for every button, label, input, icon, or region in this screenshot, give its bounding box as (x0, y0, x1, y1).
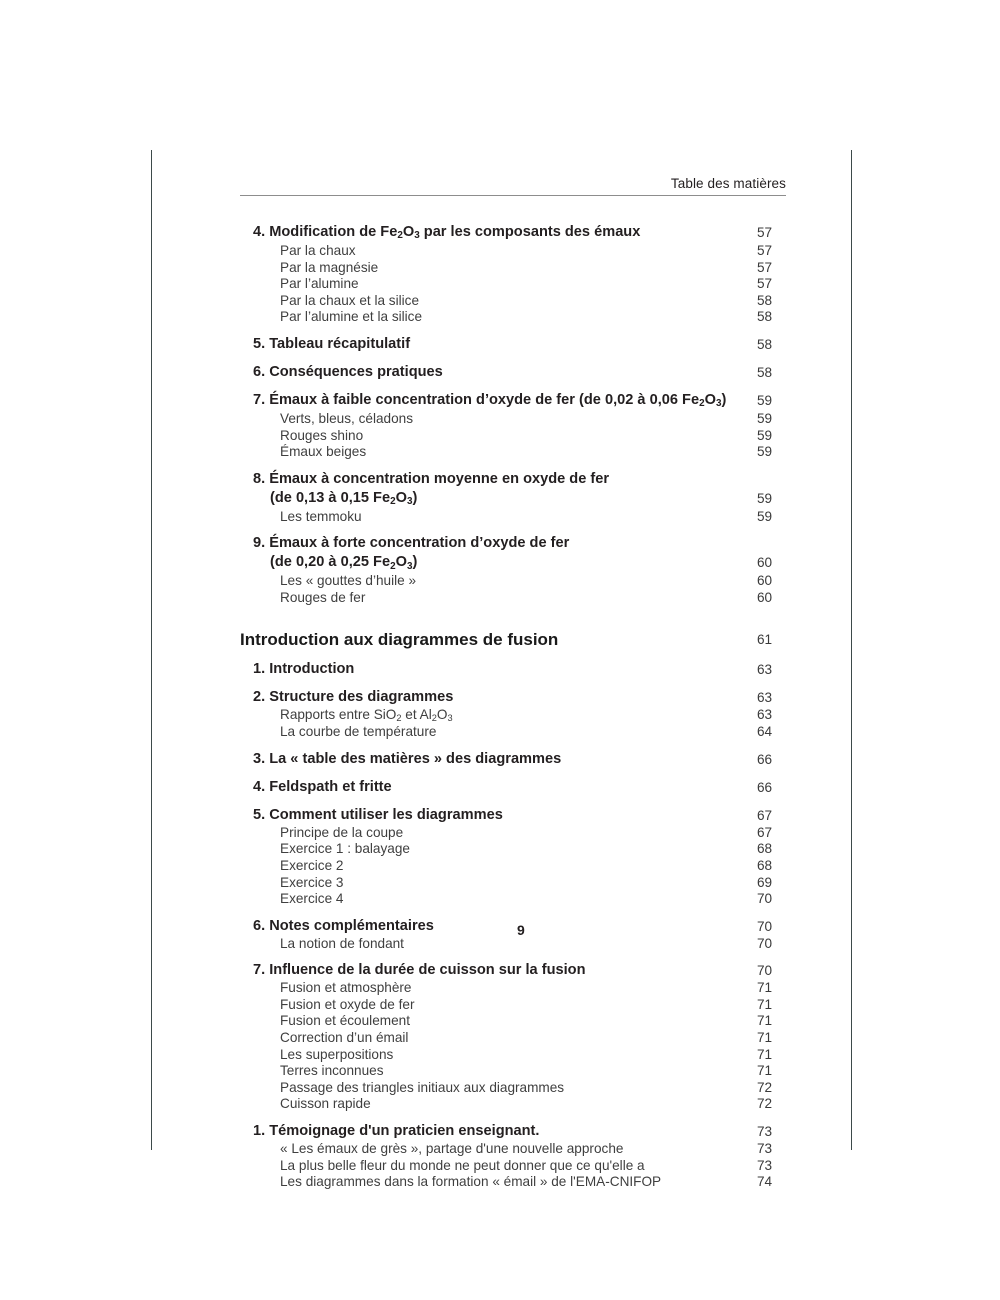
toc-entry-label: Émaux beiges (280, 444, 367, 460)
toc-entry-page-number: 70 (757, 935, 773, 951)
toc-entry-page-number: 70 (757, 891, 773, 907)
toc-entry-label: 4. Modification de $Fe_2O_3$ par les composants des émaux (253, 224, 641, 242)
toc-entry[interactable] (240, 363, 786, 382)
toc-entry[interactable] (240, 309, 786, 326)
toc-entry-label: 7. Influence de la durée de cuisson sur la fusion (253, 962, 586, 979)
toc-entry[interactable] (240, 1063, 786, 1080)
toc-entry-label: Exercice 2 (280, 857, 344, 873)
toc-entry-page-number: 59 (757, 508, 773, 524)
toc-entry[interactable] (240, 260, 786, 277)
toc-entry[interactable] (240, 806, 786, 825)
toc-entry[interactable] (240, 590, 786, 607)
toc-entry-label: Cuisson rapide (280, 1096, 371, 1112)
toc-entry-page-number: 71 (757, 996, 773, 1012)
toc-entry[interactable] (240, 688, 786, 707)
toc-entry-page-number: 58 (757, 336, 773, 352)
toc-entry[interactable] (240, 1080, 786, 1097)
toc-entry-page-number: 70 (757, 918, 773, 934)
toc-entry-page-number: 66 (757, 751, 773, 767)
table-of-contents-page (240, 176, 786, 1191)
toc-entry-label: Les « gouttes d’huile » (280, 573, 417, 589)
toc-entry[interactable] (240, 660, 786, 679)
toc-entry[interactable] (240, 573, 786, 590)
toc-entry[interactable] (240, 1047, 786, 1064)
toc-entry-page-number: 58 (757, 292, 773, 308)
toc-entry[interactable] (240, 553, 786, 573)
toc-entry-label: La notion de fondant (280, 935, 404, 951)
toc-entry-page-number: 68 (757, 857, 773, 873)
toc-entry-label: Exercice 3 (280, 874, 344, 890)
toc-entry-label: 1. Introduction (253, 660, 355, 677)
toc-list (240, 223, 786, 1191)
toc-entry-page-number: 58 (757, 309, 773, 325)
toc-entry[interactable] (240, 391, 786, 411)
running-head: Table des matières (670, 176, 786, 191)
toc-entry[interactable] (240, 293, 786, 310)
toc-entry-page-number: 74 (757, 1174, 773, 1190)
toc-entry[interactable] (240, 276, 786, 293)
toc-entry[interactable] (240, 470, 786, 489)
toc-entry[interactable] (240, 980, 786, 997)
toc-entry[interactable] (240, 778, 786, 797)
toc-entry[interactable] (240, 444, 786, 461)
toc-entry-label: 6. Notes complémentaires (253, 917, 434, 934)
toc-entry-label: Correction d’un émail (280, 1030, 409, 1046)
toc-entry-label: Fusion et atmosphère (280, 980, 412, 996)
toc-entry-label: Rouges shino (280, 427, 364, 443)
crop-mark-right (851, 150, 852, 1150)
toc-entry-label: Rapports entre SiO$_2$ et $Al_2O_3$ (280, 706, 453, 723)
toc-entry-page-number: 60 (757, 573, 773, 589)
toc-entry[interactable] (240, 1174, 786, 1191)
toc-entry[interactable] (240, 841, 786, 858)
toc-entry[interactable] (240, 629, 786, 651)
toc-entry-page-number: 59 (757, 444, 773, 460)
toc-entry-page-number: 73 (757, 1141, 773, 1157)
toc-entry-label: 6. Conséquences pratiques (253, 363, 443, 380)
toc-entry[interactable] (240, 1096, 786, 1113)
toc-entry-page-number: 59 (757, 392, 773, 408)
toc-entry[interactable] (240, 936, 786, 953)
toc-entry-label: Les diagrammes dans la formation « émail » de l'EMA-CNIFOP (280, 1174, 662, 1190)
toc-entry-label: 3. La « table des matières » des diagrammes (253, 750, 562, 767)
toc-entry[interactable] (240, 534, 786, 553)
toc-entry-label: Les temmoku (280, 508, 362, 524)
toc-entry-label: Les superpositions (280, 1046, 394, 1062)
toc-entry-label: Fusion et écoulement (280, 1013, 410, 1029)
toc-entry-page-number: 63 (757, 661, 773, 677)
toc-entry-page-number: 71 (757, 980, 773, 996)
toc-entry-page-number: 57 (757, 259, 773, 275)
toc-entry[interactable] (240, 891, 786, 908)
toc-entry[interactable] (240, 509, 786, 526)
toc-entry[interactable] (240, 724, 786, 741)
toc-entry-label: 8. Émaux à concentration moyenne en oxyde de fer (253, 470, 610, 487)
toc-entry-page-number: 71 (757, 1030, 773, 1046)
toc-entry[interactable] (240, 1122, 786, 1141)
toc-entry[interactable] (240, 489, 786, 509)
toc-entry-label: Par l’alumine et la silice (280, 309, 423, 325)
toc-entry-label: Par l’alumine (280, 276, 359, 292)
toc-entry-page-number: 63 (757, 706, 773, 722)
toc-entry[interactable] (240, 858, 786, 875)
page-folio: 9 (517, 922, 525, 938)
toc-entry-page-number: 71 (757, 1013, 773, 1029)
toc-entry-page-number: 69 (757, 874, 773, 890)
toc-entry-page-number: 57 (757, 225, 773, 240)
toc-entry-page-number: 57 (757, 276, 773, 292)
toc-entry-label: 1. Témoignage d'un praticien enseignant. (253, 1123, 540, 1140)
toc-entry-page-number: 60 (757, 589, 773, 605)
toc-entry-label: 2. Structure des diagrammes (253, 688, 454, 705)
toc-entry[interactable] (240, 1030, 786, 1047)
toc-entry-label: Par la chaux (280, 243, 356, 258)
toc-entry-page-number: 71 (757, 1046, 773, 1062)
toc-entry[interactable] (240, 1158, 786, 1175)
toc-entry-label: Exercice 4 (280, 891, 344, 907)
toc-entry-page-number: 61 (757, 631, 773, 647)
toc-entry[interactable] (240, 997, 786, 1014)
toc-entry-label: Par la chaux et la silice (280, 292, 420, 308)
toc-entry-label: Rouges de fer (280, 589, 366, 605)
toc-entry-label: 7. Émaux à faible concentration d’oxyde de fer (de 0,02 à 0,06 $Fe_2O_3$) (253, 391, 727, 410)
toc-entry-page-number: 57 (757, 243, 773, 258)
toc-entry-label: La plus belle fleur du monde ne peut donner que ce qu'elle a (280, 1157, 645, 1173)
toc-entry[interactable] (240, 428, 786, 445)
toc-entry-label: Par la magnésie (280, 259, 379, 275)
toc-entry-label: Fusion et oxyde de fer (280, 996, 415, 1012)
toc-entry[interactable] (240, 223, 786, 243)
toc-entry-page-number: 59 (757, 490, 773, 506)
toc-entry[interactable] (240, 411, 786, 428)
toc-entry-page-number: 67 (757, 807, 773, 823)
toc-entry[interactable] (240, 1013, 786, 1030)
toc-entry-page-number: 60 (757, 555, 773, 571)
toc-entry-page-number: 63 (757, 689, 773, 705)
toc-entry-label: (de 0,20 à 0,25 $Fe_2O_3$) (270, 554, 418, 572)
toc-entry-label: Passage des triangles initiaux aux diagrammes (280, 1079, 565, 1095)
toc-entry-label: « Les émaux de grès », partage d'une nouvelle approche (280, 1141, 624, 1157)
toc-entry-page-number: 72 (757, 1096, 773, 1112)
toc-entry-page-number: 58 (757, 364, 773, 380)
toc-entry[interactable] (240, 707, 786, 725)
toc-entry-label: 5. Comment utiliser les diagrammes (253, 806, 503, 823)
toc-entry[interactable] (240, 875, 786, 892)
toc-entry-page-number: 67 (757, 824, 773, 840)
toc-entry[interactable] (240, 243, 786, 260)
crop-mark-left (151, 150, 152, 1150)
toc-entry-page-number: 70 (757, 963, 773, 979)
toc-entry-page-number: 72 (757, 1079, 773, 1095)
toc-entry[interactable] (240, 961, 786, 980)
toc-entry-label: 4. Feldspath et fritte (253, 778, 392, 795)
toc-entry-label: 5. Tableau récapitulatif (253, 335, 411, 352)
toc-entry-label: 9. Émaux à forte concentration d’oxyde de fer (253, 535, 570, 552)
toc-entry-label: Verts, bleus, céladons (280, 410, 413, 426)
toc-entry-label: La courbe de température (280, 724, 437, 740)
toc-entry-page-number: 66 (757, 779, 773, 795)
toc-entry-page-number: 71 (757, 1063, 773, 1079)
toc-entry-page-number: 59 (757, 427, 773, 443)
toc-entry-page-number: 68 (757, 841, 773, 857)
toc-entry-page-number: 64 (757, 724, 773, 740)
toc-entry-label: Introduction aux diagrammes de fusion (240, 629, 559, 649)
toc-entry[interactable] (240, 750, 786, 769)
toc-entry[interactable] (240, 335, 786, 354)
toc-entry-page-number: 73 (757, 1124, 773, 1140)
toc-entry-label: Terres inconnues (280, 1063, 384, 1079)
header-rule (240, 195, 786, 196)
toc-entry-label: Exercice 1 : balayage (280, 841, 410, 857)
toc-entry-label: Principe de la coupe (280, 824, 404, 840)
toc-entry[interactable] (240, 1141, 786, 1158)
toc-entry[interactable] (240, 917, 786, 936)
toc-entry-page-number: 73 (757, 1157, 773, 1173)
toc-entry[interactable] (240, 825, 786, 842)
toc-entry-page-number: 59 (757, 410, 773, 426)
toc-entry-label: (de 0,13 à 0,15 $Fe_2O_3$) (270, 489, 418, 507)
